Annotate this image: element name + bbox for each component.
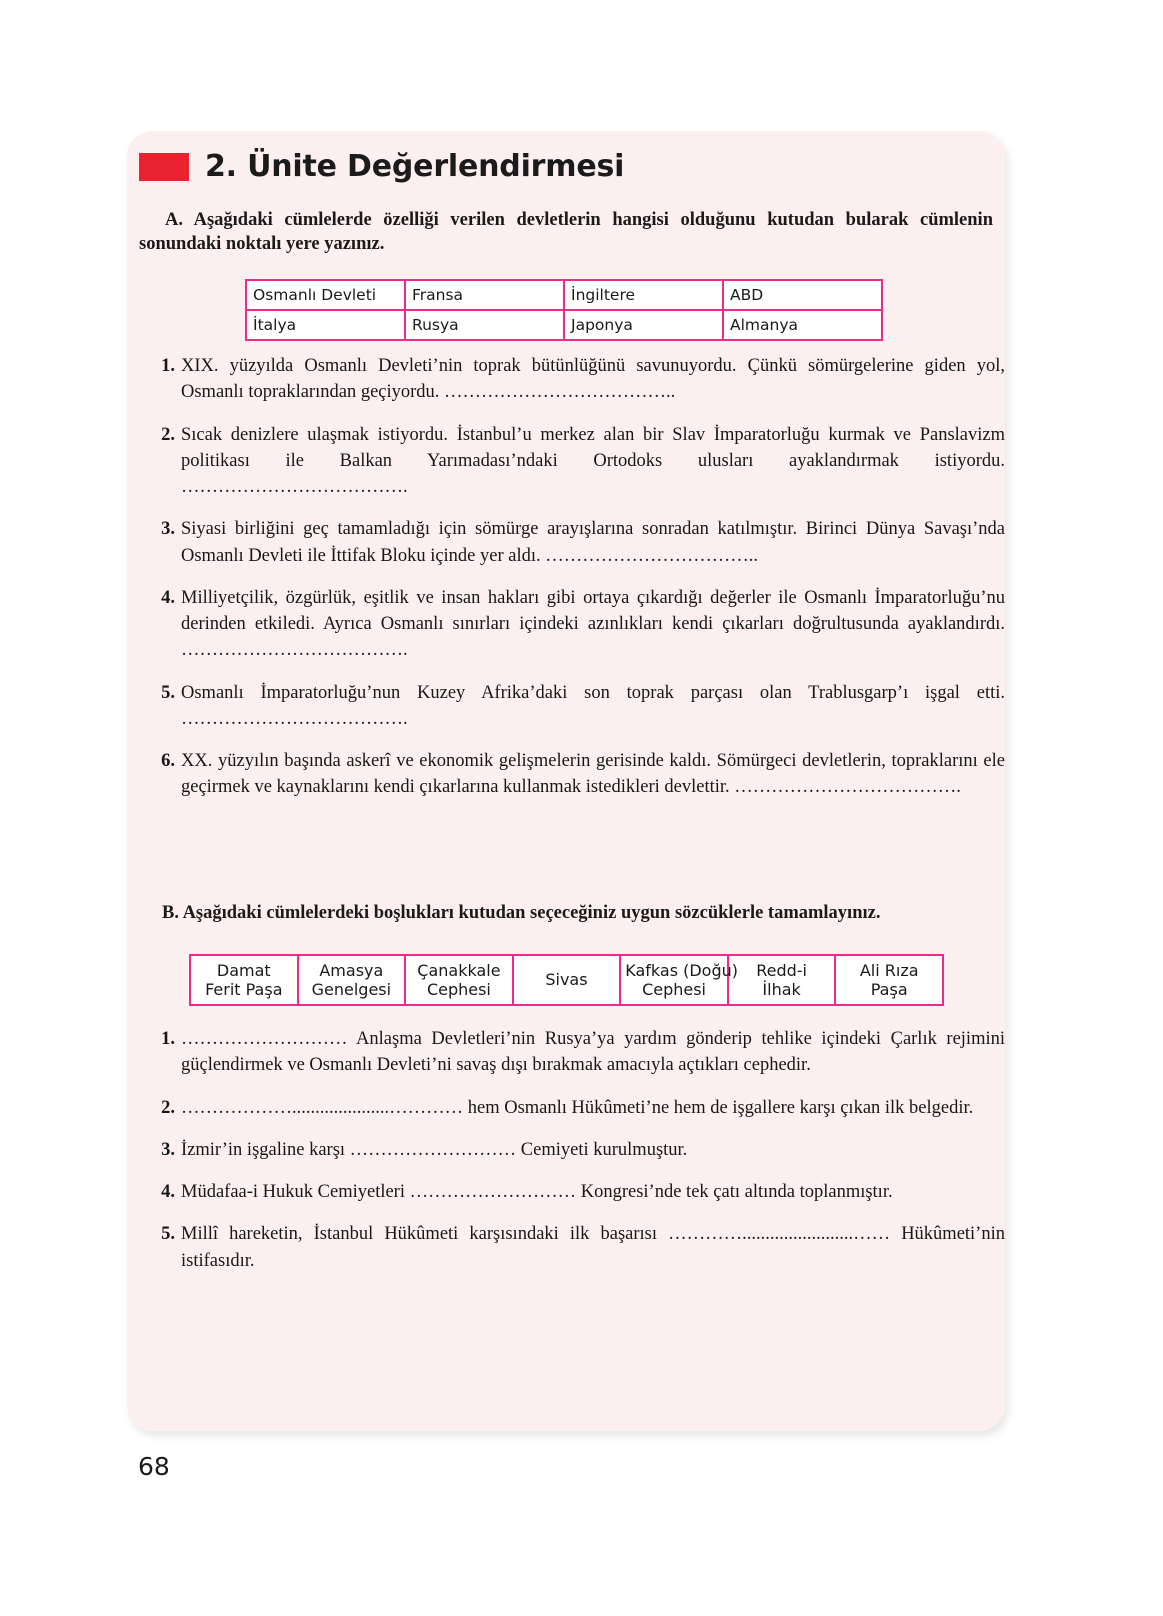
page-number: 68 xyxy=(138,1452,170,1481)
list-item xyxy=(149,353,1005,406)
word-cell: Rusya xyxy=(405,310,564,340)
item-text: Milliyetçilik, özgürlük, eşitlik ve insan hakları gibi ortaya çıkardığı değerler ile Osmanlı İmparatorluğu’nu derinden etkiledi. Ayrıca Osmanlı sınırları içindeki azınlıkları kendi çıkarları doğrultusunda ayaklandırdı. ………………………………. xyxy=(181,587,1005,661)
item-number: 1. xyxy=(161,1029,175,1049)
list-item xyxy=(149,1026,1005,1079)
word-cell: Damat Ferit Paşa xyxy=(190,955,298,1005)
item-number: 5. xyxy=(161,1224,175,1245)
list-item xyxy=(149,585,1005,664)
page-title: 2. Ünite Değerlendirmesi xyxy=(205,149,625,184)
table-row xyxy=(246,280,882,310)
word-cell: Osmanlı Devleti xyxy=(246,280,405,310)
red-square-marker-icon xyxy=(139,153,189,181)
word-cell: Ali Rıza Paşa xyxy=(835,955,943,1005)
word-cell: Amasya Genelgesi xyxy=(298,955,406,1005)
section-b-question-list xyxy=(149,1026,1005,1274)
item-text: XX. yüzyılın başında askerî ve ekonomik gelişmelerin gerisinde kaldı. Sömürgeci devletlerin, topraklarını ele geçirmek ve kaynaklarını kendi çıkarlarına kullanmak istedikleri devlettir. ………………………………. xyxy=(181,751,1005,798)
item-text: Siyasi birliğini geç tamamladığı için sömürge arayışlarına sonradan katılmıştır. Birinci Dünya Savaşı’nda Osmanlı Devleti ile İttifak Bloku içinde yer aldı. …………………………….. xyxy=(181,519,1005,566)
item-number: 2. xyxy=(161,1097,175,1118)
word-cell: İngiltere xyxy=(564,280,723,310)
list-item xyxy=(149,1137,1005,1163)
item-text: Millî hareketin, İstanbul Hükûmeti karşısındaki ilk başarısı …………........................…… Hükûmeti’nin istifasıdır. xyxy=(181,1224,1005,1271)
word-box-table-b xyxy=(189,954,944,1006)
item-text: ……………….....................………… hem Osmanlı Hükûmeti’ne hem de işgallere karşı çıkan ilk belgedir. xyxy=(181,1097,974,1118)
item-number: 1. xyxy=(161,356,175,376)
list-item xyxy=(149,1095,1005,1121)
word-cell: Fransa xyxy=(405,280,564,310)
word-cell: Kafkas (Doğu) Cephesi xyxy=(620,955,728,1005)
table-row xyxy=(190,955,943,1005)
list-item xyxy=(149,680,1005,733)
word-box-table-a xyxy=(245,279,883,341)
item-text: XIX. yüzyılda Osmanlı Devleti’nin toprak bütünlüğünü savunuyordu. Çünkü sömürgelerine giden yol, Osmanlı topraklarından geçiyordu. ……………………………….. xyxy=(181,356,1005,403)
word-cell: Japonya xyxy=(564,310,723,340)
item-number: 5. xyxy=(161,682,175,703)
table-row xyxy=(246,310,882,340)
section-a-heading: A. Aşağıdaki cümlelerde özelliği verilen devletlerin hangisi olduğunu kutudan bularak cümlenin sonundaki noktalı yere yazınız. xyxy=(139,210,993,255)
item-text: Sıcak denizlere ulaşmak istiyordu. İstanbul’u merkez alan bir Slav İmparatorluğu kurmak ve Panslavizm politikası ile Balkan Yarımadası’ndaki Ortodoks ulusları ayaklandırmak istiyordu. ………………………………. xyxy=(181,424,1005,498)
list-item xyxy=(149,422,1005,501)
item-text: ……………………… Anlaşma Devletleri’nin Rusya’ya yardım gönderip tehlike içindeki Çarlık rejimini güçlendirmek ve Osmanlı Devleti’ni savaş dışı bırakmak amacıyla açtıkları cephedir. xyxy=(181,1029,1005,1076)
word-cell: Çanakkale Cephesi xyxy=(405,955,513,1005)
unit-header xyxy=(127,131,1005,184)
item-number: 3. xyxy=(161,1139,175,1160)
item-number: 4. xyxy=(161,587,175,608)
item-text: İzmir’in işgaline karşı ……………………… Cemiyeti kurulmuştur. xyxy=(181,1139,688,1160)
word-cell: Redd-i İlhak xyxy=(728,955,836,1005)
word-cell: Almanya xyxy=(723,310,882,340)
section-a-question-list xyxy=(149,353,1005,801)
item-number: 2. xyxy=(161,424,175,445)
word-cell: İtalya xyxy=(246,310,405,340)
item-number: 6. xyxy=(161,751,175,772)
list-item xyxy=(149,748,1005,801)
list-item xyxy=(149,516,1005,569)
item-number: 3. xyxy=(161,519,175,540)
item-text: Osmanlı İmparatorluğu’nun Kuzey Afrika’daki son toprak parçası olan Trablusgarp’ı işgal etti. ………………………………. xyxy=(181,682,1005,729)
list-item xyxy=(149,1221,1005,1274)
word-cell: Sivas xyxy=(513,955,621,1005)
content-card xyxy=(127,131,1005,1431)
list-item xyxy=(149,1179,1005,1205)
item-text: Müdafaa-i Hukuk Cemiyetleri ……………………… Kongresi’nde tek çatı altında toplanmıştır. xyxy=(181,1182,893,1203)
word-cell: ABD xyxy=(723,280,882,310)
item-number: 4. xyxy=(161,1182,175,1203)
section-b-heading: B. Aşağıdaki cümlelerdeki boşlukları kutudan seçeceğiniz uygun sözcüklerle tamamlayınız. xyxy=(162,903,881,923)
